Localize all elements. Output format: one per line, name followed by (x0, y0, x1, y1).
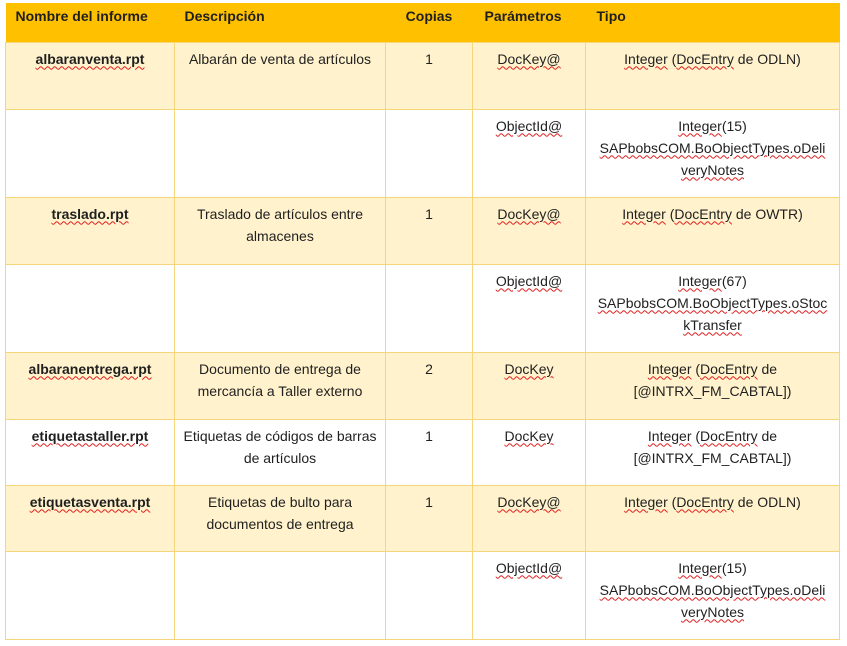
description-cell (175, 551, 386, 639)
copies-cell (386, 109, 473, 197)
report-name-cell: albaranentrega.rpt (6, 352, 175, 419)
type-line: Integer(67) (678, 272, 747, 289)
copies-cell (386, 551, 473, 639)
report-name-cell: etiquetastaller.rpt (6, 419, 175, 485)
header-type: Tipo (586, 3, 840, 42)
param-cell: DocKey (473, 352, 586, 419)
copies-cell: 1 (386, 419, 473, 485)
type-line: SAPbobsCOM.BoObjectTypes.oDeli (599, 139, 826, 156)
type-line: kTransfer (683, 316, 742, 333)
description-cell (175, 264, 386, 352)
table-row (6, 551, 840, 639)
table-row (6, 264, 840, 352)
type-line: veryNotes (680, 161, 745, 178)
param-cell: DocKey@ (473, 42, 586, 109)
param-cell: DocKey@ (473, 485, 586, 551)
type-cell (586, 264, 840, 352)
report-name-cell (6, 109, 175, 197)
type-line: Integer (DocEntry de OWTR) (622, 205, 803, 222)
description-cell: Traslado de artículos entre almacenes (175, 197, 386, 264)
table-row (6, 109, 840, 197)
header-copies: Copias (386, 3, 473, 42)
table-row (6, 485, 840, 551)
type-cell (586, 109, 840, 197)
type-line: Integer (DocEntry de ODLN) (624, 50, 801, 67)
type-line: Integer(15) (678, 559, 747, 576)
report-name-cell: albaranventa.rpt (6, 42, 175, 109)
description-cell: Etiquetas de bulto para documentos de entrega (175, 485, 386, 551)
table-row (6, 197, 840, 264)
description-cell (175, 109, 386, 197)
description-cell: Etiquetas de códigos de barras de artículos (175, 419, 386, 485)
copies-cell: 1 (386, 485, 473, 551)
type-line: [@INTRX_FM_CABTAL]) (633, 382, 792, 399)
type-line: Integer (DocEntry de (647, 360, 778, 377)
header-name: Nombre del informe (6, 3, 175, 42)
type-line: Integer (DocEntry de (647, 427, 778, 444)
report-name-cell (6, 551, 175, 639)
type-line: SAPbobsCOM.BoObjectTypes.oDeli (599, 581, 826, 598)
type-cell (586, 42, 840, 109)
report-name-cell (6, 264, 175, 352)
type-cell (586, 352, 840, 419)
table-row (6, 352, 840, 419)
type-line: veryNotes (680, 603, 745, 620)
description-cell: Documento de entrega de mercancía a Taller externo (175, 352, 386, 419)
copies-cell: 2 (386, 352, 473, 419)
param-cell: ObjectId@ (473, 264, 586, 352)
type-line: SAPbobsCOM.BoObjectTypes.oStoc (597, 294, 828, 311)
type-cell (586, 197, 840, 264)
param-cell: DocKey@ (473, 197, 586, 264)
type-line: Integer (DocEntry de ODLN) (624, 493, 801, 510)
description-cell: Albarán de venta de artículos (175, 42, 386, 109)
param-cell: ObjectId@ (473, 551, 586, 639)
report-name-cell: etiquetasventa.rpt (6, 485, 175, 551)
copies-cell: 1 (386, 197, 473, 264)
type-line: [@INTRX_FM_CABTAL]) (633, 449, 792, 466)
copies-cell (386, 264, 473, 352)
report-name-cell: traslado.rpt (6, 197, 175, 264)
table-row (6, 42, 840, 109)
copies-cell: 1 (386, 42, 473, 109)
type-cell (586, 551, 840, 639)
param-cell: ObjectId@ (473, 109, 586, 197)
type-cell (586, 485, 840, 551)
type-line: Integer(15) (678, 117, 747, 134)
header-description: Descripción (175, 3, 386, 42)
header-params: Parámetros (473, 3, 586, 42)
type-cell (586, 419, 840, 485)
table-row (6, 419, 840, 485)
param-cell: DocKey (473, 419, 586, 485)
header-row (6, 3, 840, 42)
reports-table (5, 3, 840, 640)
